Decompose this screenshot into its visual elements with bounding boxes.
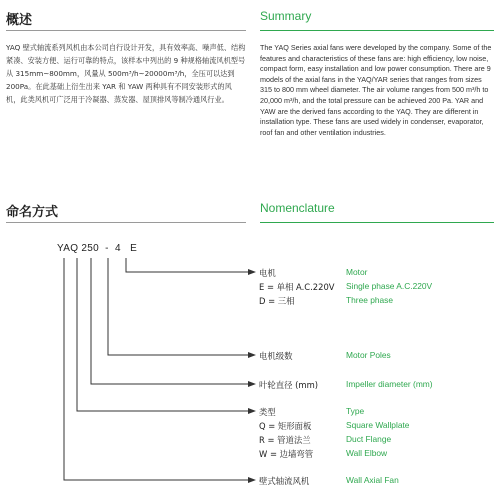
label-cn-wall-elbow: W = 边墙弯管: [259, 449, 314, 459]
label-en-wall-axial-fan: Wall Axial Fan: [346, 475, 399, 485]
leader-motor-poles: [108, 258, 250, 355]
label-en-single-phase: Single phase A.C.220V: [346, 281, 433, 291]
label-cn-duct-flange: R = 管道法兰: [259, 435, 311, 445]
leader-impeller: [91, 258, 250, 384]
label-en-motor: Motor: [346, 267, 368, 277]
label-cn-motor: 电机: [259, 268, 276, 278]
model-motor: E: [130, 243, 138, 254]
overview-title-cn: 概述: [6, 13, 33, 28]
arrowhead-impeller: [248, 381, 256, 387]
nomenclature-title-cn: 命名方式: [6, 205, 59, 220]
arrowhead-type: [248, 408, 256, 414]
label-en-wall-elbow: Wall Elbow: [346, 448, 388, 458]
label-en-square-wallplate: Square Wallplate: [346, 420, 410, 430]
label-cn-square-wallplate: Q = 矩形面板: [259, 421, 312, 431]
label-en-impeller: Impeller diameter (mm): [346, 379, 433, 389]
arrowhead-motor-poles: [248, 352, 256, 358]
label-en-type: Type: [346, 406, 365, 416]
label-en-duct-flange: Duct Flange: [346, 434, 392, 444]
overview-text-en: The YAQ Series axial fans were developed by the company. Some of the features and characteristics of these fans are: high efficiency, low noise, compact form, easy installation and low power consumption. There are 9 models of the axial fans in the YAQ/YAR series that ranges from sizes 315 to 800 mm wheel diameter. The air volume ranges from 500 m³/h to 20,000 m³/h, and the total pressure can be achieved 200 Pa. YAR and YAW are the derived fans according to the YAQ. They are different in installation type. These fans are used widely in condenser, evaporator, roof fan and other ventilation industries.: [260, 43, 492, 137]
label-cn-motor-poles: 电机级数: [259, 351, 293, 361]
label-cn-type: 类型: [259, 407, 276, 417]
leader-type: [77, 258, 250, 411]
label-cn-single-phase: E = 单相 A.C.220V: [259, 282, 335, 292]
label-cn-impeller: 叶轮直径 (mm): [259, 380, 319, 390]
label-cn-three-phase: D = 三相: [259, 296, 295, 306]
model-poles: 4: [114, 243, 121, 254]
arrowhead-wall-axial-fan: [248, 477, 256, 483]
arrowhead-motor: [248, 269, 256, 275]
overview-text-cn: YAQ 壁式轴流系列风机由本公司自行设计开发，具有效率高、噪声低、结构紧凑、安装方便、运行可靠的特点，该样本中列出的 9 种规格轴流风机型号从 315mm~800mm，风量从 500m³/h~20000m³/h，全压可以达到 200Pa。在此基础上衍生出来 YAR 和 YAW 两种具有不同安装形式的风机，此类风机可广泛用于冷凝器、蒸发器、屋顶排风等制冷通风行业。: [6, 43, 246, 104]
label-cn-wall-axial-fan: 壁式轴流风机: [259, 476, 310, 486]
leader-wall-axial-fan: [64, 258, 250, 480]
model-prefix: YAQ: [57, 243, 79, 254]
label-en-motor-poles: Motor Poles: [346, 350, 391, 360]
model-size: 250: [81, 243, 99, 254]
leader-motor: [126, 258, 250, 272]
label-en-three-phase: Three phase: [346, 295, 394, 305]
model-dash: -: [105, 243, 109, 254]
nomenclature-title-en: Nomenclature: [260, 201, 335, 215]
overview-title-en: Summary: [260, 9, 312, 23]
